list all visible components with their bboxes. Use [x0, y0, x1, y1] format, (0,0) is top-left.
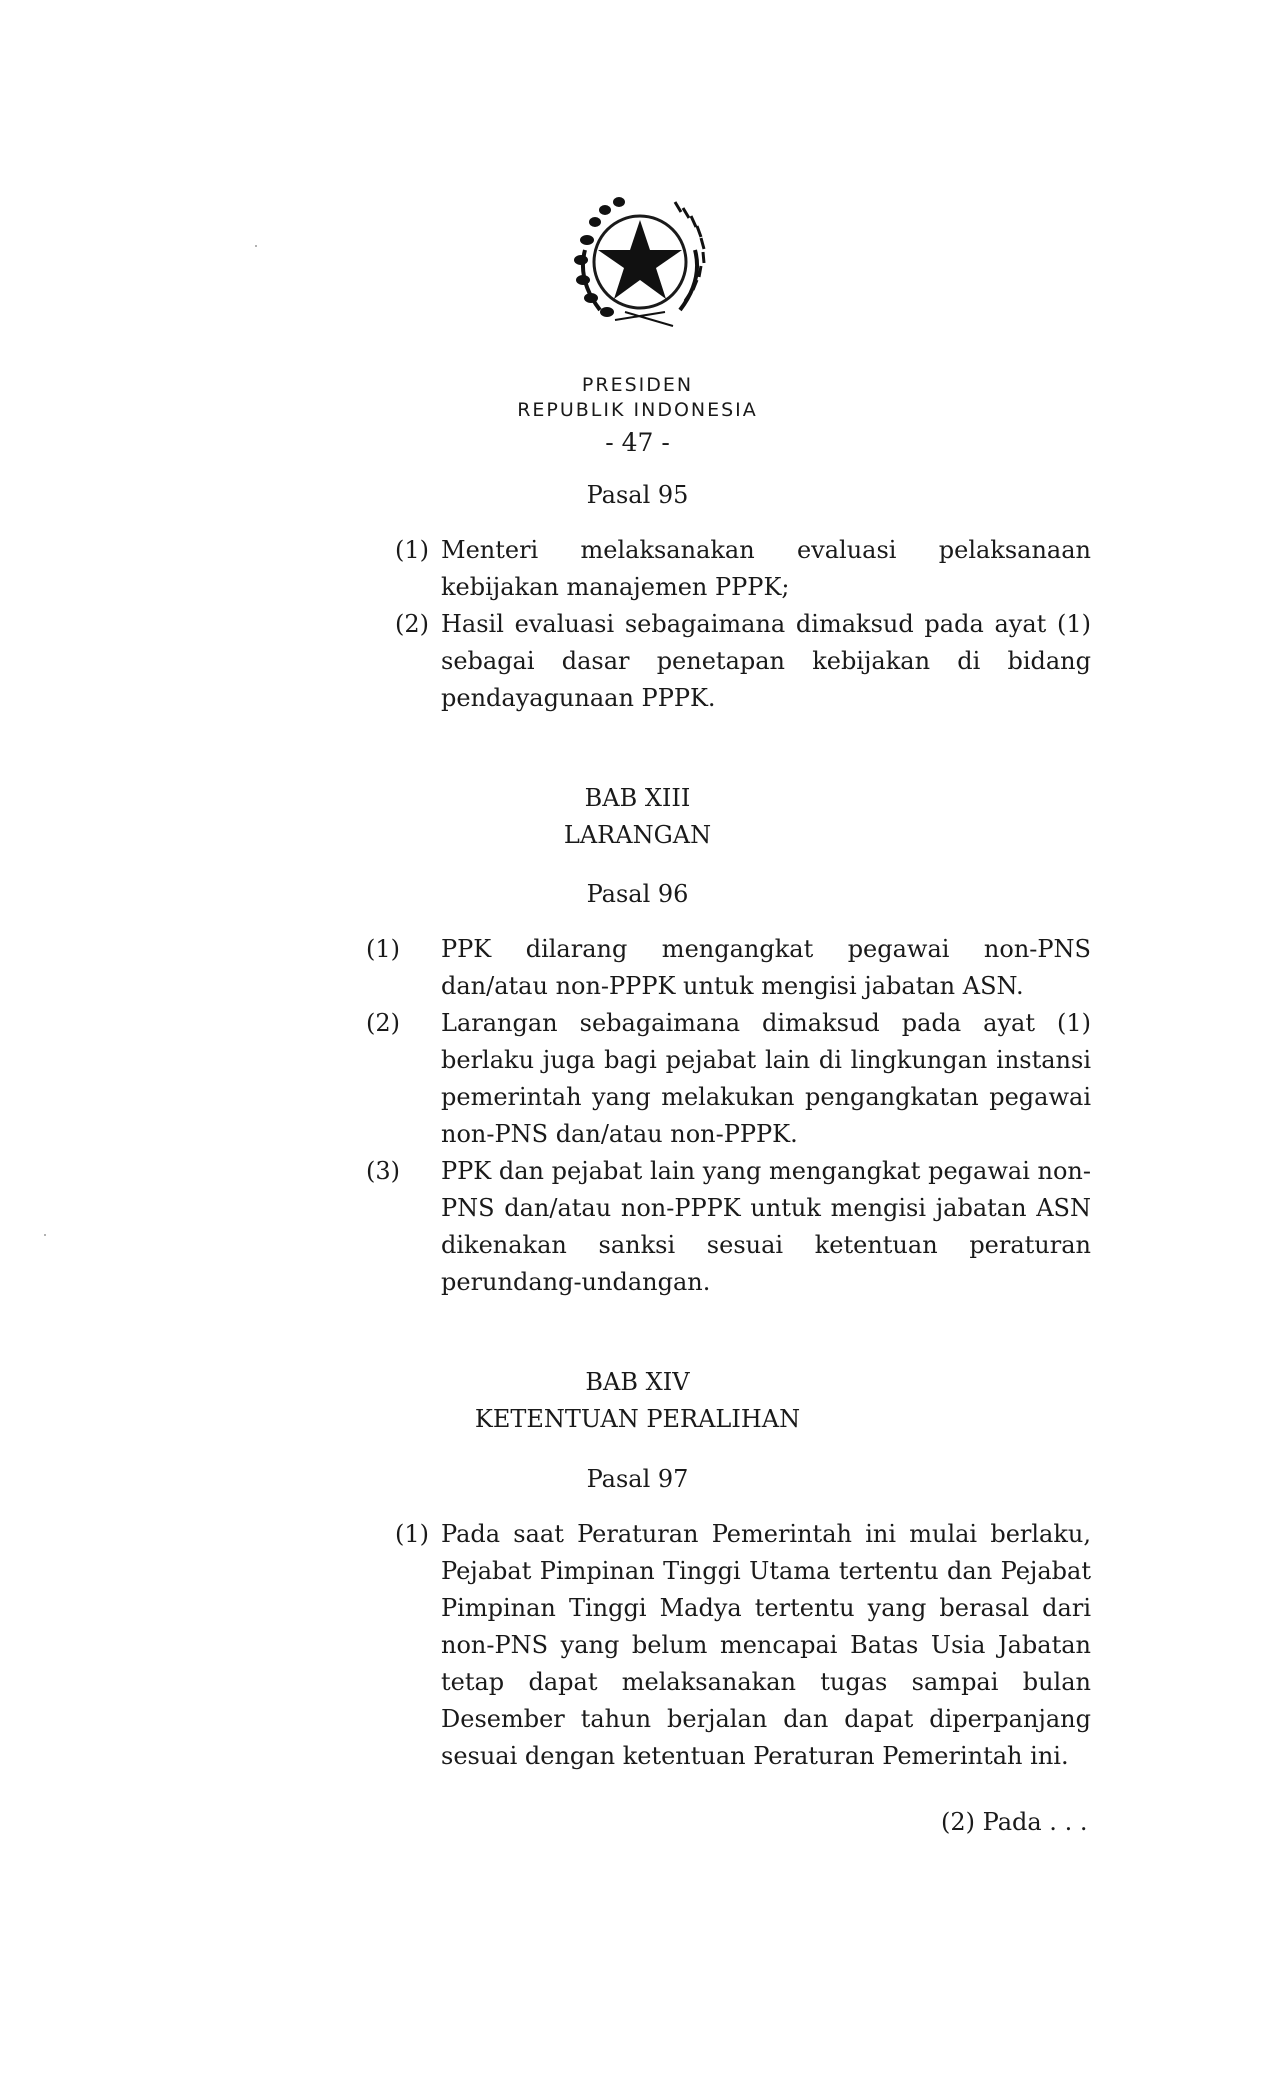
header-presiden: PRESIDEN [581, 374, 694, 396]
bab-13-title: LARANGAN [563, 821, 712, 849]
pasal-97-title: Pasal 97 [586, 1465, 689, 1493]
pasal-96-item-2-text: Larangan sebagaimana dimaksud pada ayat (1) berlaku juga bagi pejabat lain di lingkungan instansi pemerintah yang melakukan pengangkatan pegawai non-PNS dan/atau non-PPPK. [441, 1009, 1091, 1148]
pasal-95-title: Pasal 95 [586, 481, 689, 509]
scan-speck [255, 245, 257, 247]
garuda-star-emblem-icon [555, 180, 725, 340]
header-republik-indonesia: REPUBLIK INDONESIA [517, 399, 758, 421]
continuation-note: (2) Pada . . . [941, 1808, 1088, 1836]
pasal-96-item-3-text: PPK dan pejabat lain yang mengangkat pegawai non-PNS dan/atau non-PPPK untuk mengisi jabatan ASN dikenakan sanksi sesuai ketentuan peraturan perundang-undangan. [441, 1157, 1091, 1296]
bab-14-number: BAB XIV [585, 1368, 690, 1396]
pasal-97-item-1-text: Pada saat Peraturan Pemerintah ini mulai berlaku, Pejabat Pimpinan Tinggi Utama tertentu dan Pejabat Pimpinan Tinggi Madya tertentu yang berasal dari non-PNS yang belum mencapai Batas Usia Jabatan tetap dapat melaksanakan tugas sampai bulan Desember tahun berjalan dan dapat diperpanjang sesuai dengan ketentuan Peraturan Pemerintah ini. [441, 1520, 1091, 1770]
scan-speck [44, 1234, 46, 1236]
bab-13-number: BAB XIII [584, 784, 691, 812]
pasal-95-item-2-number: (2) [395, 610, 429, 638]
pasal-96-item-2-number: (2) [366, 1009, 400, 1037]
pasal-97-item-1-number: (1) [395, 1520, 429, 1548]
page-number: - 47 - [605, 428, 670, 457]
pasal-96-item-1-number: (1) [366, 935, 400, 963]
pasal-96-item-3-number: (3) [366, 1157, 400, 1185]
pasal-96-title: Pasal 96 [586, 880, 689, 908]
pasal-95-item-1-text: Menteri melaksanakan evaluasi pelaksanaan kebijakan manajemen PPPK; [441, 536, 1091, 601]
pasal-96-item-1-text: PPK dilarang mengangkat pegawai non-PNS dan/atau non-PPPK untuk mengisi jabatan ASN. [441, 935, 1091, 1000]
pasal-95-item-2-text: Hasil evaluasi sebagaimana dimaksud pada ayat (1) sebagai dasar penetapan kebijakan di bidang pendayagunaan PPPK. [441, 610, 1091, 712]
pasal-95-item-1-number: (1) [395, 536, 429, 564]
bab-14-title: KETENTUAN PERALIHAN [474, 1405, 801, 1433]
